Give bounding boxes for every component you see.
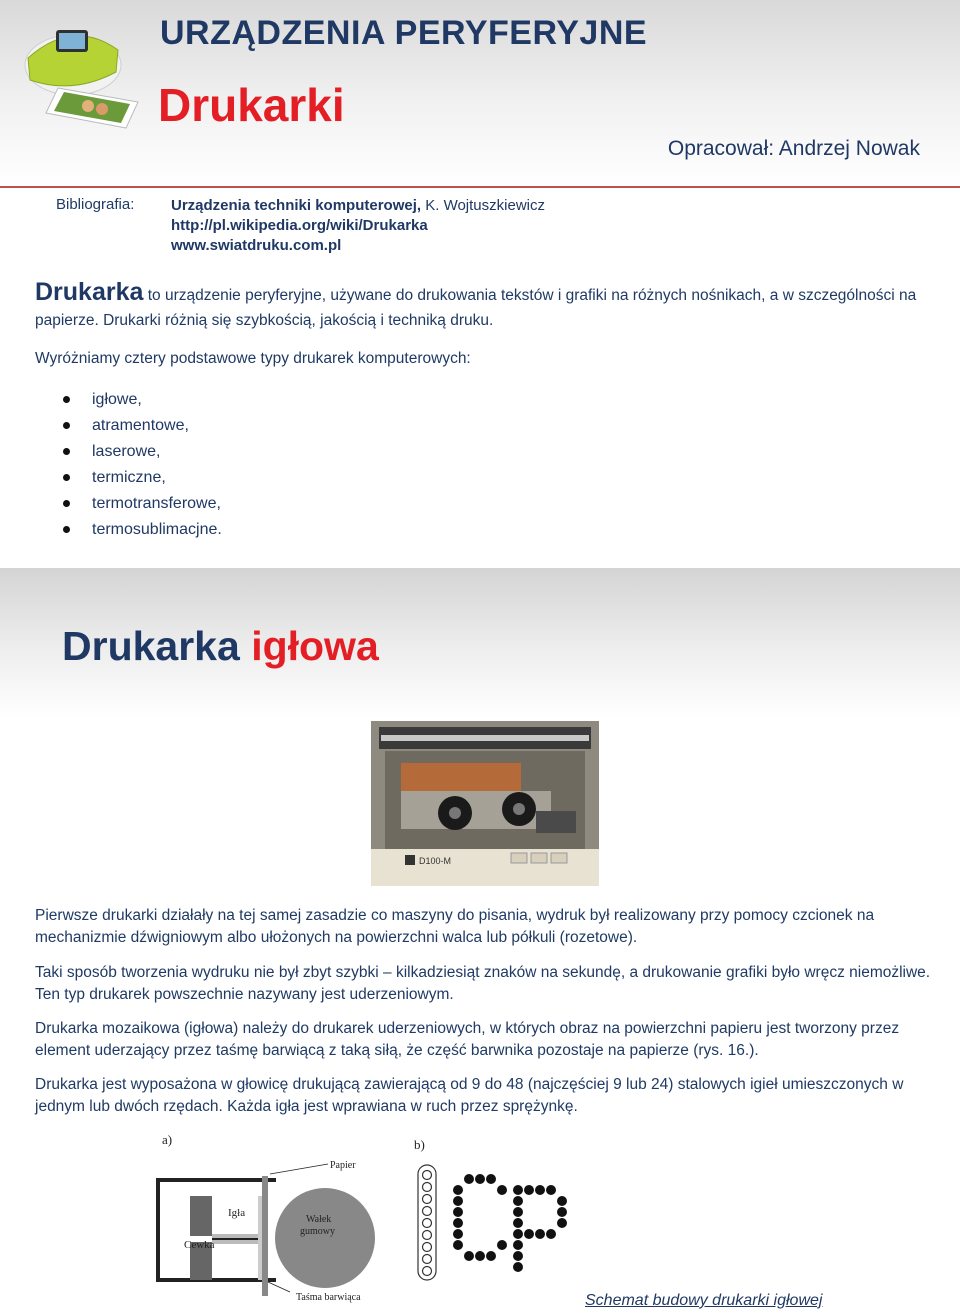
matrix-dot (513, 1185, 523, 1195)
needle-dot (423, 1243, 432, 1252)
needle-dot (423, 1195, 432, 1204)
paragraph: Pierwsze drukarki działały na tej samej zasadzie co maszyny do pisania, wydruk był realizowany przy pomocy czcionek na mechanizmie dźwigniowym albo ułożonych na powierzchni walca lub półkuli (rozetowe). (35, 907, 875, 946)
list-item: termosublimacjne. (60, 517, 222, 543)
bullet-icon (63, 422, 70, 429)
matrix-dot (557, 1218, 567, 1228)
bibliography-link-wikipedia[interactable]: http://pl.wikipedia.org/wiki/Drukarka (171, 217, 428, 234)
matrix-dot (486, 1251, 496, 1261)
needle-dot (423, 1267, 432, 1276)
intro-term: Drukarka (35, 278, 144, 306)
paragraph: Taki sposób tworzenia wydruku nie był zbyt szybki – kilkadziesiąt znaków na sekundę, a drukowanie grafiki było wręcz niemożliwe. Ten typ drukarek powszechnie nazywany jest uderzeniowym. (35, 964, 931, 1003)
book-author: K. Wojtuszkiewicz (421, 197, 545, 214)
ribbon-label: Taśma barwiąca (296, 1292, 361, 1303)
matrix-dot (513, 1207, 523, 1217)
needle-label: Igła (228, 1207, 246, 1219)
list-item: laserowe, (60, 439, 222, 465)
matrix-dot (513, 1240, 523, 1250)
types-intro: Wyróżniamy cztery podstawowe typy drukarek komputerowych: (35, 350, 471, 367)
section-heading: Drukarka igłowa (62, 623, 379, 669)
page-title: Drukarki (158, 79, 345, 131)
list-item: termiczne, (60, 465, 222, 491)
needle-dot (423, 1231, 432, 1240)
needle-dot (423, 1183, 432, 1192)
figure-caption: Schemat budowy drukarki igłowej (585, 1292, 823, 1309)
matrix-dot (513, 1218, 523, 1228)
matrix-dot (497, 1185, 507, 1195)
needle-column (418, 1165, 436, 1280)
needle-dot (423, 1207, 432, 1216)
matrix-dot (486, 1174, 496, 1184)
bibliography-link-swiatdruku[interactable]: www.swiatdruku.com.pl (171, 237, 342, 254)
list-item: atramentowe, (60, 413, 222, 439)
diagram-b-label: b) (414, 1137, 425, 1152)
matrix-dot (475, 1251, 485, 1261)
matrix-dot (453, 1196, 463, 1206)
dot-matrix-letters (453, 1174, 567, 1272)
needle-dot (423, 1219, 432, 1228)
bibliography-label: Bibliografia: (56, 196, 135, 213)
needle-dot (423, 1255, 432, 1264)
book-title: Urządzenia techniki komputerowej, (171, 197, 422, 214)
dot-matrix-printer-photo (371, 721, 599, 886)
section-title: URZĄDZENIA PERYFERYJNE (160, 14, 648, 52)
diagram-a-label: a) (162, 1132, 173, 1147)
bibliography-book (171, 196, 545, 216)
matrix-dot (453, 1207, 463, 1217)
matrix-dot (453, 1229, 463, 1239)
matrix-dot (453, 1218, 463, 1228)
roller-label-line2: gumowy (300, 1226, 335, 1237)
matrix-dot (464, 1251, 474, 1261)
matrix-dot (513, 1196, 523, 1206)
matrix-dot (546, 1185, 556, 1195)
list-item: igłowe, (60, 387, 222, 413)
dot-matrix-characters-diagram (410, 1135, 580, 1290)
paragraph: Drukarka mozaikowa (igłowa) należy do drukarek uderzeniowych, w których obraz na powierzchni papieru jest tworzony przez element uderzający przez taśmę barwiącą z taką siłą, że część barwnika pozostaje na papierze (rys. 16.). (35, 1020, 900, 1059)
matrix-dot (513, 1262, 523, 1272)
bibliography-list (171, 196, 545, 256)
bullet-icon (63, 500, 70, 507)
matrix-dot (464, 1174, 474, 1184)
print-head-diagram (150, 1130, 380, 1305)
coil-label: Cewka (184, 1239, 215, 1251)
matrix-dot (513, 1229, 523, 1239)
matrix-dot (557, 1196, 567, 1206)
photo-printer-image (18, 10, 153, 130)
matrix-dot (546, 1229, 556, 1239)
paper-label: Papier (330, 1160, 356, 1171)
bullet-icon (63, 448, 70, 455)
needle-dot (423, 1171, 432, 1180)
matrix-dot (535, 1185, 545, 1195)
list-item: termotransferowe, (60, 491, 222, 517)
header-divider (0, 186, 960, 188)
roller-label-line1: Wałek (306, 1214, 332, 1225)
bullet-icon (63, 396, 70, 403)
matrix-dot (453, 1240, 463, 1250)
matrix-dot (497, 1240, 507, 1250)
matrix-dot (475, 1174, 485, 1184)
printer-types-list (60, 387, 222, 543)
intro-definition: to urządzenie peryferyjne, używane do drukowania tekstów i grafiki na różnych nośnikach, a w szczególności na papierze. Drukarki różnią się szybkością, jakością i techniką druku. (35, 287, 917, 329)
intro-paragraph (35, 280, 940, 333)
matrix-dot (453, 1185, 463, 1195)
printer-model-label: D100-M (419, 856, 452, 866)
bullet-icon (63, 474, 70, 481)
bullet-icon (63, 526, 70, 533)
matrix-dot (513, 1251, 523, 1261)
matrix-dot (524, 1229, 534, 1239)
matrix-dot (535, 1229, 545, 1239)
matrix-dot (557, 1207, 567, 1217)
matrix-dot (524, 1185, 534, 1195)
author-credit: Opracował: Andrzej Nowak (667, 137, 920, 160)
paragraph: Drukarka jest wyposażona w głowicę drukującą zawierającą od 9 do 48 (najczęściej 9 lub 24) stalowych igieł umieszczonych w jednym lub dwóch rzędach. Każda igła jest wprawiana w ruch przez sprężynkę. (35, 1076, 904, 1115)
